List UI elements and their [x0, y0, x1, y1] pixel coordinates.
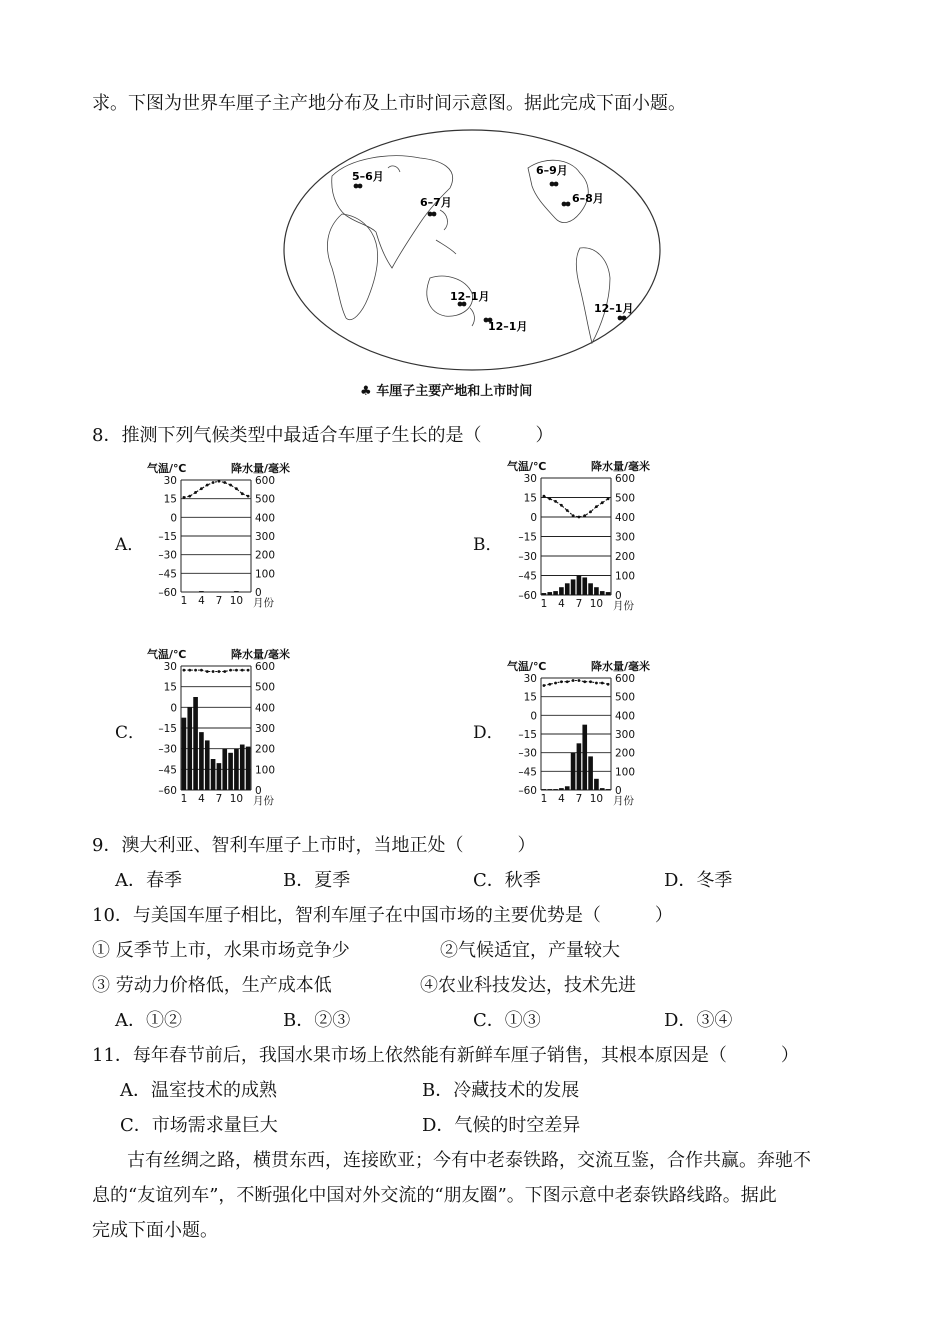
month-tick-label: 4: [558, 598, 565, 610]
temperature-point: [589, 680, 592, 683]
precip-tick-label: 300: [615, 531, 636, 544]
temp-tick-label: –15: [158, 531, 177, 543]
temperature-point: [212, 670, 215, 673]
temp-tick-label: 15: [163, 493, 177, 506]
precip-tick-label: 200: [255, 743, 276, 756]
map-label-1: 5–6月: [352, 170, 384, 183]
month-tick-label: 10: [229, 595, 244, 607]
precip-tick-label: 100: [255, 764, 276, 777]
precip-bar: [600, 591, 605, 595]
temperature-point: [578, 679, 581, 682]
temp-tick-label: –30: [158, 549, 177, 562]
temperature-line: [184, 670, 248, 671]
temperature-point: [589, 510, 592, 513]
temp-tick-label: 0: [530, 512, 537, 524]
temp-axis-label: 气温/℃: [507, 660, 547, 673]
temp-axis-label: 气温/℃: [147, 648, 187, 661]
temperature-point: [223, 481, 226, 484]
temperature-point: [229, 484, 232, 487]
climate-chart-c: [145, 648, 325, 810]
climate-chart-b: [505, 460, 685, 615]
precip-bar: [193, 697, 198, 790]
temperature-point: [247, 669, 250, 672]
q11-stem: 11．每年春节前后，我国水果市场上依然能有新鲜车厘子销售，其根本原因是（ ）: [92, 1045, 799, 1066]
temperature-point: [229, 669, 232, 672]
precip-tick-label: 100: [255, 568, 276, 581]
q10-item-3: ③ 劳动力价格低，生产成本低: [92, 975, 332, 996]
month-tick-label: 1: [540, 598, 548, 610]
temperature-point: [554, 682, 557, 685]
temperature-point: [560, 504, 563, 507]
month-tick-label: 7: [575, 598, 583, 610]
temperature-point: [200, 487, 203, 490]
temperature-point: [241, 492, 244, 495]
temp-tick-label: –30: [158, 743, 177, 756]
q11-option-a[interactable]: A．温室技术的成熟: [120, 1080, 277, 1101]
precip-bar: [553, 789, 558, 790]
precip-tick-label: 500: [255, 493, 276, 506]
map-caption: [360, 380, 532, 399]
q11-option-c[interactable]: C．市场需求量巨大: [120, 1115, 278, 1136]
precip-tick-label: 600: [615, 673, 636, 685]
q8-option-d[interactable]: D．: [473, 723, 504, 743]
q8-option-b[interactable]: B．: [473, 535, 503, 555]
precip-bar: [182, 718, 187, 790]
precip-bar: [199, 591, 204, 592]
temperature-point: [194, 669, 197, 672]
precip-bar: [588, 583, 593, 595]
temperature-point: [206, 484, 209, 487]
temperature-point: [200, 669, 203, 672]
temp-axis-label: 气温/℃: [147, 462, 187, 475]
map-label-3: 6–9月: [536, 164, 568, 177]
precip-tick-label: 400: [615, 710, 636, 723]
temp-tick-label: –45: [518, 570, 537, 583]
precip-tick-label: 600: [615, 473, 636, 485]
precip-tick-label: 300: [255, 531, 276, 543]
month-axis-label: 月份: [253, 597, 274, 609]
q8-option-a[interactable]: A．: [115, 535, 145, 555]
temp-tick-label: 30: [523, 673, 537, 685]
q9-option-c[interactable]: C．秋季: [473, 870, 541, 891]
precip-axis-label: 降水量/毫米: [231, 462, 291, 475]
precip-bar: [187, 707, 192, 790]
precip-tick-label: 0: [255, 785, 262, 797]
q9-option-d[interactable]: D．冬季: [664, 870, 733, 891]
temp-tick-label: –60: [158, 785, 177, 797]
map-label-5: 12–1月: [450, 290, 490, 303]
precip-bar: [246, 747, 251, 790]
precip-bar: [594, 587, 599, 595]
month-tick-label: 4: [198, 793, 205, 805]
temperature-point: [183, 496, 186, 499]
precip-tick-label: 200: [615, 551, 636, 563]
temp-tick-label: 0: [170, 512, 177, 525]
precip-bar: [228, 753, 233, 790]
precip-bar: [559, 788, 564, 790]
q10-item-1: ① 反季节上市，水果市场竞争少: [92, 940, 350, 961]
map-landmass: [327, 156, 610, 343]
temp-axis-label: 气温/℃: [507, 460, 547, 473]
temperature-point: [218, 670, 221, 673]
temp-tick-label: –15: [158, 723, 177, 735]
precip-bar: [582, 577, 587, 595]
precip-tick-label: 100: [615, 570, 636, 583]
precip-bar: [577, 576, 582, 596]
map-label-4: 6–8月: [572, 192, 604, 205]
temperature-point: [241, 669, 244, 672]
precip-tick-label: 400: [255, 702, 276, 715]
temperature-line: [544, 680, 608, 685]
temperature-point: [607, 497, 610, 500]
temperature-point: [554, 500, 557, 503]
temperature-point: [607, 683, 610, 686]
temperature-point: [566, 509, 569, 512]
q9-stem: 9．澳大利亚、智利车厘子上市时，当地正处（ ）: [92, 835, 536, 856]
temperature-point: [601, 682, 604, 685]
temp-tick-label: 15: [163, 681, 177, 694]
precip-axis-label: 降水量/毫米: [591, 460, 651, 473]
map-caption-text: 车厘子主要产地和上市时间: [376, 384, 533, 399]
q10-option-b[interactable]: B．②③: [283, 1010, 351, 1031]
month-tick-label: 1: [540, 793, 548, 805]
precip-tick-label: 0: [255, 587, 262, 599]
temperature-point: [183, 669, 186, 672]
precip-axis-label: 降水量/毫米: [231, 648, 291, 661]
q10-option-c[interactable]: C．①③: [473, 1010, 541, 1031]
climate-chart-d: [505, 660, 685, 810]
month-tick-label: 4: [558, 793, 565, 805]
precip-bar: [565, 583, 570, 595]
q10-item-2: ②气候适宜，产量较大: [440, 940, 620, 961]
precip-tick-label: 400: [615, 512, 636, 524]
world-map: [280, 128, 664, 378]
cherry-icon: ♣: [360, 384, 372, 399]
q10-stem: 10．与美国车厘子相比，智利车厘子在中国市场的主要优势是（ ）: [92, 905, 673, 926]
map-label-6: 12–1月: [488, 320, 528, 333]
precip-bar: [234, 591, 239, 592]
temperature-point: [543, 495, 546, 498]
precip-bar: [588, 756, 593, 790]
passage-line-1: 古有丝绸之路，横贯东西，连接欧亚；今有中老泰铁路，交流互鉴，合作共赢。奔驰不: [127, 1150, 811, 1171]
precip-bar: [234, 749, 239, 790]
temp-tick-label: –60: [158, 587, 177, 599]
precip-bar: [553, 591, 558, 595]
precip-bar: [222, 749, 227, 790]
precip-bar: [582, 725, 587, 790]
temperature-point: [560, 680, 563, 683]
month-tick-label: 7: [575, 793, 583, 805]
temperature-point: [247, 495, 250, 498]
month-tick-label: 1: [180, 793, 188, 805]
q10-item-4: ④农业科技发达，技术先进: [420, 975, 636, 996]
temperature-point: [548, 683, 551, 686]
precip-bar: [606, 592, 611, 595]
precip-bar: [205, 740, 210, 790]
month-tick-label: 4: [198, 595, 205, 607]
passage-line-2: 息的“友谊列车”，不断强化中国对外交流的“朋友圈”。下图示意中老泰铁路线路。据此: [92, 1185, 777, 1206]
q8-stem: 8．推测下列气候类型中最适合车厘子生长的是（ ）: [92, 425, 554, 446]
temperature-point: [543, 684, 546, 687]
month-axis-label: 月份: [613, 795, 634, 807]
temp-tick-label: 30: [163, 661, 177, 673]
temp-tick-label: 30: [163, 475, 177, 487]
precip-tick-label: 100: [615, 766, 636, 779]
temperature-point: [223, 670, 226, 673]
q10-option-d[interactable]: D．③④: [664, 1010, 733, 1031]
temp-tick-label: 15: [523, 691, 537, 704]
precip-bar: [240, 745, 245, 790]
precip-tick-label: 0: [615, 590, 622, 602]
month-tick-label: 1: [180, 595, 188, 607]
temp-tick-label: –45: [158, 568, 177, 581]
temperature-point: [595, 505, 598, 508]
precip-bar: [594, 779, 599, 790]
precip-bar: [211, 759, 216, 790]
map-label-7: 12–1月: [594, 302, 634, 315]
temp-tick-label: –15: [518, 531, 537, 544]
precip-tick-label: 400: [255, 512, 276, 525]
q8-option-c[interactable]: C．: [115, 723, 146, 743]
month-axis-label: 月份: [253, 795, 274, 807]
temperature-point: [218, 480, 221, 483]
precip-tick-label: 200: [615, 747, 636, 760]
precip-bar: [547, 592, 552, 595]
temperature-point: [235, 669, 238, 672]
temperature-point: [595, 682, 598, 685]
precip-bar: [606, 789, 611, 790]
precip-bar: [217, 763, 222, 790]
precip-bar: [199, 732, 204, 790]
q9-option-a[interactable]: A．春季: [115, 870, 182, 891]
precip-tick-label: 200: [255, 549, 276, 562]
q11-option-d[interactable]: D．气候的时空差异: [422, 1115, 581, 1136]
temperature-line: [184, 481, 248, 497]
precip-bar: [571, 753, 576, 790]
precip-bar: [559, 587, 564, 595]
month-tick-label: 10: [229, 793, 244, 805]
precip-bar: [542, 593, 547, 595]
temperature-point: [601, 501, 604, 504]
temp-tick-label: –60: [518, 590, 537, 602]
precip-tick-label: 500: [615, 691, 636, 704]
precip-bar: [542, 789, 547, 790]
temperature-point: [212, 481, 215, 484]
month-axis-label: 月份: [613, 600, 634, 612]
q11-option-b[interactable]: B．冷藏技术的发展: [422, 1080, 580, 1101]
temperature-point: [572, 679, 575, 682]
temperature-line: [544, 496, 608, 517]
precip-bar: [571, 579, 576, 595]
temp-tick-label: –15: [518, 729, 537, 741]
precip-tick-label: 500: [615, 492, 636, 505]
temp-tick-label: –30: [518, 747, 537, 760]
temp-tick-label: –45: [158, 764, 177, 777]
precip-tick-label: 600: [255, 661, 276, 673]
precip-bar: [565, 786, 570, 790]
month-tick-label: 10: [589, 793, 604, 805]
q10-option-a[interactable]: A．①②: [115, 1010, 182, 1031]
precip-tick-label: 600: [255, 475, 276, 487]
precip-bar: [600, 788, 605, 790]
map-frame: [284, 130, 660, 370]
temperature-point: [188, 495, 191, 498]
month-tick-label: 7: [215, 595, 223, 607]
temp-tick-label: 0: [170, 702, 177, 715]
temp-tick-label: 0: [530, 710, 537, 723]
temp-tick-label: –60: [518, 785, 537, 797]
intro-line: 求。下图为世界车厘子主产地分布及上市时间示意图。据此完成下面小题。: [92, 93, 686, 114]
temperature-point: [578, 516, 581, 519]
passage-line-3: 完成下面小题。: [92, 1220, 218, 1241]
q9-option-b[interactable]: B．夏季: [283, 870, 351, 891]
precip-bar: [577, 743, 582, 790]
precip-bar: [547, 789, 552, 790]
temp-tick-label: 30: [523, 473, 537, 485]
temperature-point: [566, 680, 569, 683]
temperature-point: [572, 514, 575, 517]
temperature-point: [235, 487, 238, 490]
precip-tick-label: 300: [615, 729, 636, 741]
temp-tick-label: 15: [523, 492, 537, 505]
climate-chart-a: [145, 462, 325, 612]
month-tick-label: 7: [215, 793, 223, 805]
temp-tick-label: –45: [518, 766, 537, 779]
map-label-2: 6–7月: [420, 196, 452, 209]
temp-tick-label: –30: [518, 551, 537, 563]
precip-tick-label: 300: [255, 723, 276, 735]
temperature-point: [548, 497, 551, 500]
temperature-point: [194, 491, 197, 494]
temperature-point: [188, 669, 191, 672]
precip-axis-label: 降水量/毫米: [591, 660, 651, 673]
month-tick-label: 10: [589, 598, 604, 610]
precip-tick-label: 0: [615, 785, 622, 797]
temperature-point: [583, 514, 586, 517]
temperature-point: [206, 670, 209, 673]
precip-tick-label: 500: [255, 681, 276, 694]
temperature-point: [583, 680, 586, 683]
